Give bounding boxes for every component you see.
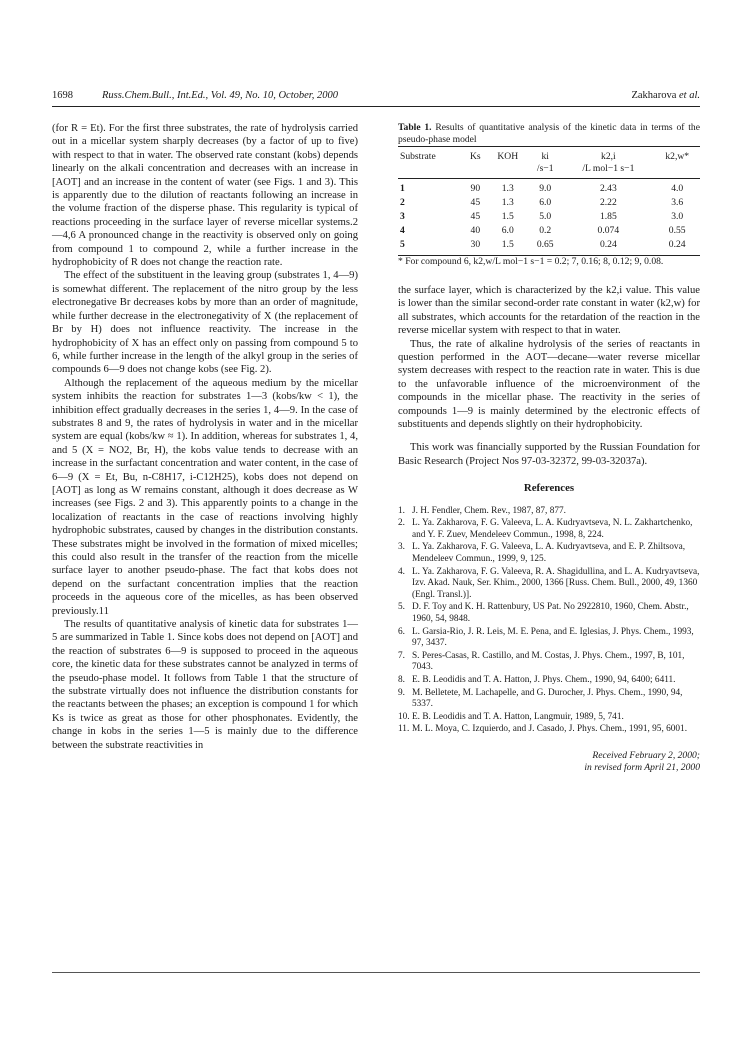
- table-header: k2,i: [562, 147, 654, 164]
- table-row: [398, 196, 700, 210]
- reference-text: J. H. Fendler, Chem. Rev., 1987, 87, 877.: [412, 505, 566, 516]
- reference-item: [398, 602, 700, 625]
- table-cell: 0.24: [654, 238, 700, 256]
- table-cell: 3.0: [671, 211, 684, 222]
- reference-text: E. B. Leodidis and T. A. Hatton, Langmuir, 1989, 5, 741.: [412, 711, 624, 722]
- journal-citation: Russ.Chem.Bull., Int.Ed., Vol. 49, No. 10, October, 2000: [102, 90, 338, 101]
- table-cell: 1.3: [501, 197, 514, 208]
- reference-text: L. Garsia-Rio, J. R. Leis, M. E. Pena, and E. Iglesias, J. Phys. Chem., 1993, 97, 3437.: [412, 626, 694, 649]
- author-suffix: et al.: [679, 90, 700, 101]
- received-date: Received February 2, 2000;: [592, 749, 700, 761]
- table-cell: 0.24: [562, 238, 654, 256]
- references-list: [398, 506, 700, 736]
- table-cell: 2.43: [599, 183, 617, 194]
- table-cell: 6.0: [539, 197, 552, 208]
- reference-text: M. L. Moya, C. Izquierdo, and J. Casado, J. Phys. Chem., 1991, 95, 6001.: [412, 724, 688, 735]
- reference-number: 8.: [398, 675, 405, 685]
- paragraph: (for R = Et). For the first three substrates, the rate of hydrolysis carried out in a micellar system sharply decreases (by a factor of up to five) with respect to that in water. The observed rate constant (kobs) depends linearly on the alkali concentration and decreases with an increase in [AOT] and an increase in the content of water (see Figs. 1 and 3). This is apparently due to the dilution of reactants following an increase in the volume fraction of the disperse phase. This regularity is typical of reactions proceeding in the surface layer of reverse micellar systems.2—4,6 A pronounced change in the reactivity is observed only on going from compound 1 to compound 2, while a further increase in the hydrophobicity of R does not change the reaction rate.: [52, 123, 358, 269]
- table-unit: [487, 163, 528, 179]
- reference-item: [398, 506, 700, 518]
- paragraph: The results of quantitative analysis of kinetic data for substrates 1—5 are summarized in Table 1. Since kobs does not depend on [AOT] and the reaction of substrates 6—9 is supposed to proceed in the aqueous core, the kinetic data for these substrates cannot be analyzed in terms of the pseudo-phase model. It follows from Table 1 that the structure of the substrate virtually does not influence the distribution constants for the reactants between the phases; an exception is compound 1 for which Ks is twice as great as those for other phosphonates. Evidently, the change in kobs in the series 1—5 is mainly due to the difference between the substrate reactivities in: [52, 619, 358, 751]
- table-caption: [398, 122, 700, 146]
- author-name: Zakharova: [631, 90, 677, 101]
- reference-item: [398, 567, 700, 602]
- table-header: KOH: [487, 147, 528, 164]
- reference-item: [398, 542, 700, 565]
- running-authors: [631, 88, 700, 104]
- table-cell: 5.0: [539, 211, 552, 222]
- left-column: [52, 122, 358, 752]
- revised-date: in revised form April 21, 2000: [584, 761, 700, 773]
- reference-text: M. Belletete, M. Lachapelle, and G. Durocher, J. Phys. Chem., 1990, 94, 5337.: [412, 687, 683, 710]
- reference-number: 1.: [398, 505, 405, 516]
- table-cell: 1.5: [501, 211, 514, 222]
- paragraph: Although the replacement of the aqueous medium by the micellar system inhibits the reaction for substrates 1—3 (kobs/kw < 1), the inhibition effect gradually decreases in the series 1, 4—9. In the case of substrates 8 and 9, the rates of hydrolysis in water and in the micellar system are equal (kobs/kw ≈ 1). In addition, whereas for substrates 1, 4, and 5 (X = NO2, Br, H), the kobs value tends to decrease with an increase in the surfactant concentration and water content, in the case of 6—9 (X = Et, Bu, n-C8H17, i-C12H25), kobs does not depend on [AOT] as long as W remains constant, although it does decrease as W increases (see Figs. 2 and 3). This apparently points to a change in the localization of reactants in the case of reactions involving highly hydrophobic substrates, caused by changes in the distribution constants. These substrates might be involved in the formation of mixed micelles; this could also result in the transfer of the reaction from the micelle surface layer to another pseudo-phase. The fact that kobs does not depend on the surfactant concentration implies that the reaction proceeds in the aqueous core of the micelles, as has been observed previously.11: [52, 377, 358, 617]
- table-cell: 30: [463, 238, 487, 256]
- spacer: [398, 431, 700, 441]
- table-cell: 2: [400, 197, 405, 208]
- table-cell: 3.6: [671, 197, 684, 208]
- table-cell: 0.55: [668, 225, 686, 236]
- table-row: [398, 238, 700, 256]
- page-number: 1698: [52, 90, 73, 101]
- header-rule: [52, 106, 700, 107]
- table-row: [398, 224, 700, 238]
- footer-rule: [52, 972, 700, 973]
- reference-number: 5.: [398, 602, 405, 613]
- reference-item: [398, 712, 700, 724]
- reference-text: L. Ya. Zakharova, F. G. Valeeva, L. A. Kudryavtseva, and E. P. Zhiltsova, Mendeleev Commun., 1999, 9, 125.: [412, 542, 686, 565]
- table-footnote: * For compound 6, k2,w/L mol−1 s−1 = 0.2; 7, 0.16; 8, 0.12; 9, 0.08.: [398, 256, 664, 267]
- table-unit: [463, 163, 487, 179]
- table-cell: 40: [470, 225, 481, 236]
- paragraph: Thus, the rate of alkaline hydrolysis of the series of reactants in question performed in the AOT—decane—water reverse micellar system decreases with respect to the reaction rate in water. This is due to the unfavorable influence of the microenvironment of the compounds in the micellar phase. The reactivity in the series of compounds 1—9 is mainly determined by the electronic effects of substituents and depends slightly on their hydrophobicity.: [398, 338, 700, 431]
- table-cell: 45: [470, 211, 481, 222]
- table-cell: 4.0: [671, 183, 684, 194]
- reference-number: 4.: [398, 566, 405, 577]
- reference-item: [398, 724, 700, 736]
- reference-number: 11.: [398, 724, 410, 735]
- table-row: [398, 179, 700, 197]
- table-header: ki: [528, 147, 562, 164]
- reference-number: 3.: [398, 542, 405, 553]
- received-note: [398, 750, 700, 774]
- paragraph: the surface layer, which is characterized by the k2,i value. This value is lower than the similar second-order rate constant in water (k2,w) for all substrates, which accounts for the retardation of the reaction in the reverse micellar system with respect to that in water.: [398, 285, 700, 337]
- reference-number: 2.: [398, 518, 405, 529]
- table-cell: 1.85: [599, 211, 617, 222]
- table-cell: 45: [470, 197, 481, 208]
- table-unit: /L mol−1 s−1: [562, 163, 654, 179]
- reference-text: L. Ya. Zakharova, F. G. Valeeva, L. A. Kudryavtseva, N. L. Zakhartchenko, and Y. F. Zuev, Mendeleev Commun., 1998, 8, 224.: [412, 518, 693, 540]
- reference-item: [398, 518, 700, 541]
- reference-number: 7.: [398, 650, 405, 661]
- table-unit: [398, 163, 463, 179]
- kinetic-data-table: [398, 146, 700, 256]
- table-caption-label: Table 1.: [398, 122, 432, 133]
- table-unit: /s−1: [528, 163, 562, 179]
- table-unit: [654, 163, 700, 179]
- reference-item: [398, 651, 700, 674]
- table-cell: 6.0: [501, 225, 514, 236]
- reference-text: D. F. Toy and K. H. Rattenbury, US Pat. No 2922810, 1960, Chem. Abstr., 1960, 54, 9848.: [412, 602, 689, 625]
- table-header: Ks: [463, 147, 487, 164]
- reference-item: [398, 675, 700, 687]
- table-row: [398, 210, 700, 224]
- table-cell: 4: [400, 225, 405, 236]
- reference-text: S. Peres-Casas, R. Castillo, and M. Costas, J. Phys. Chem., 1997, B, 101, 7043.: [412, 650, 685, 673]
- reference-number: 6.: [398, 626, 405, 637]
- reference-item: [398, 688, 700, 711]
- references-heading: References: [523, 482, 575, 495]
- table-cell: 0.65: [528, 238, 562, 256]
- acknowledgment: This work was financially supported by the Russian Foundation for Basic Research (Project Nos 97-03-32372, 99-03-32037a).: [398, 442, 700, 467]
- table-cell: 1: [400, 183, 405, 194]
- reference-text: E. B. Leodidis and T. A. Hatton, J. Phys. Chem., 1990, 94, 6400; 6411.: [412, 675, 676, 685]
- table-cell: 3: [400, 211, 405, 222]
- reference-number: 10.: [398, 711, 410, 722]
- table-cell: 0.074: [597, 225, 620, 236]
- table-cell: 2.22: [599, 197, 617, 208]
- reference-text: L. Ya. Zakharova, F. G. Valeeva, R. A. Shagidullina, and L. A. Kudryavtseva, Izv. Akad. Nauk, Ser. Khim., 2000, 1366 [Russ. Chem. Bull., 2000, 49, 1360 (Engl. Transl.)].: [412, 566, 700, 600]
- spacer: [398, 268, 700, 284]
- table-header: Substrate: [398, 147, 463, 164]
- table-cell: 0.2: [539, 225, 552, 236]
- running-header: [52, 88, 700, 104]
- table-cell: 5: [398, 238, 463, 256]
- table-cell: 1.5: [487, 238, 528, 256]
- reference-number: 9.: [398, 687, 405, 698]
- table-cell: 90: [470, 183, 481, 194]
- right-column: [398, 122, 700, 774]
- table-header: k2,w*: [654, 147, 700, 164]
- reference-item: [398, 627, 700, 650]
- table-cell: 9.0: [539, 183, 552, 194]
- table-cell: 1.3: [501, 183, 514, 194]
- paragraph: The effect of the substituent in the leaving group (substrates 1, 4—9) is somewhat different. The replacement of the nitro group by the less electronegative Br decreases kobs by more than an order of magnitude, while further decrease in the electronegativity of X (the replacement of Br by H) does not influence reactivity. The increase in the hydrophobicity of X has an effect only on passing from compound 5 to 6, while further increase in the length of the alkyl group in the series of compounds 6—9 does not change kobs (see Fig. 2).: [52, 270, 358, 376]
- table-caption-text: Results of quantitative analysis of the kinetic data in terms of the pseudo-phase model: [398, 122, 700, 145]
